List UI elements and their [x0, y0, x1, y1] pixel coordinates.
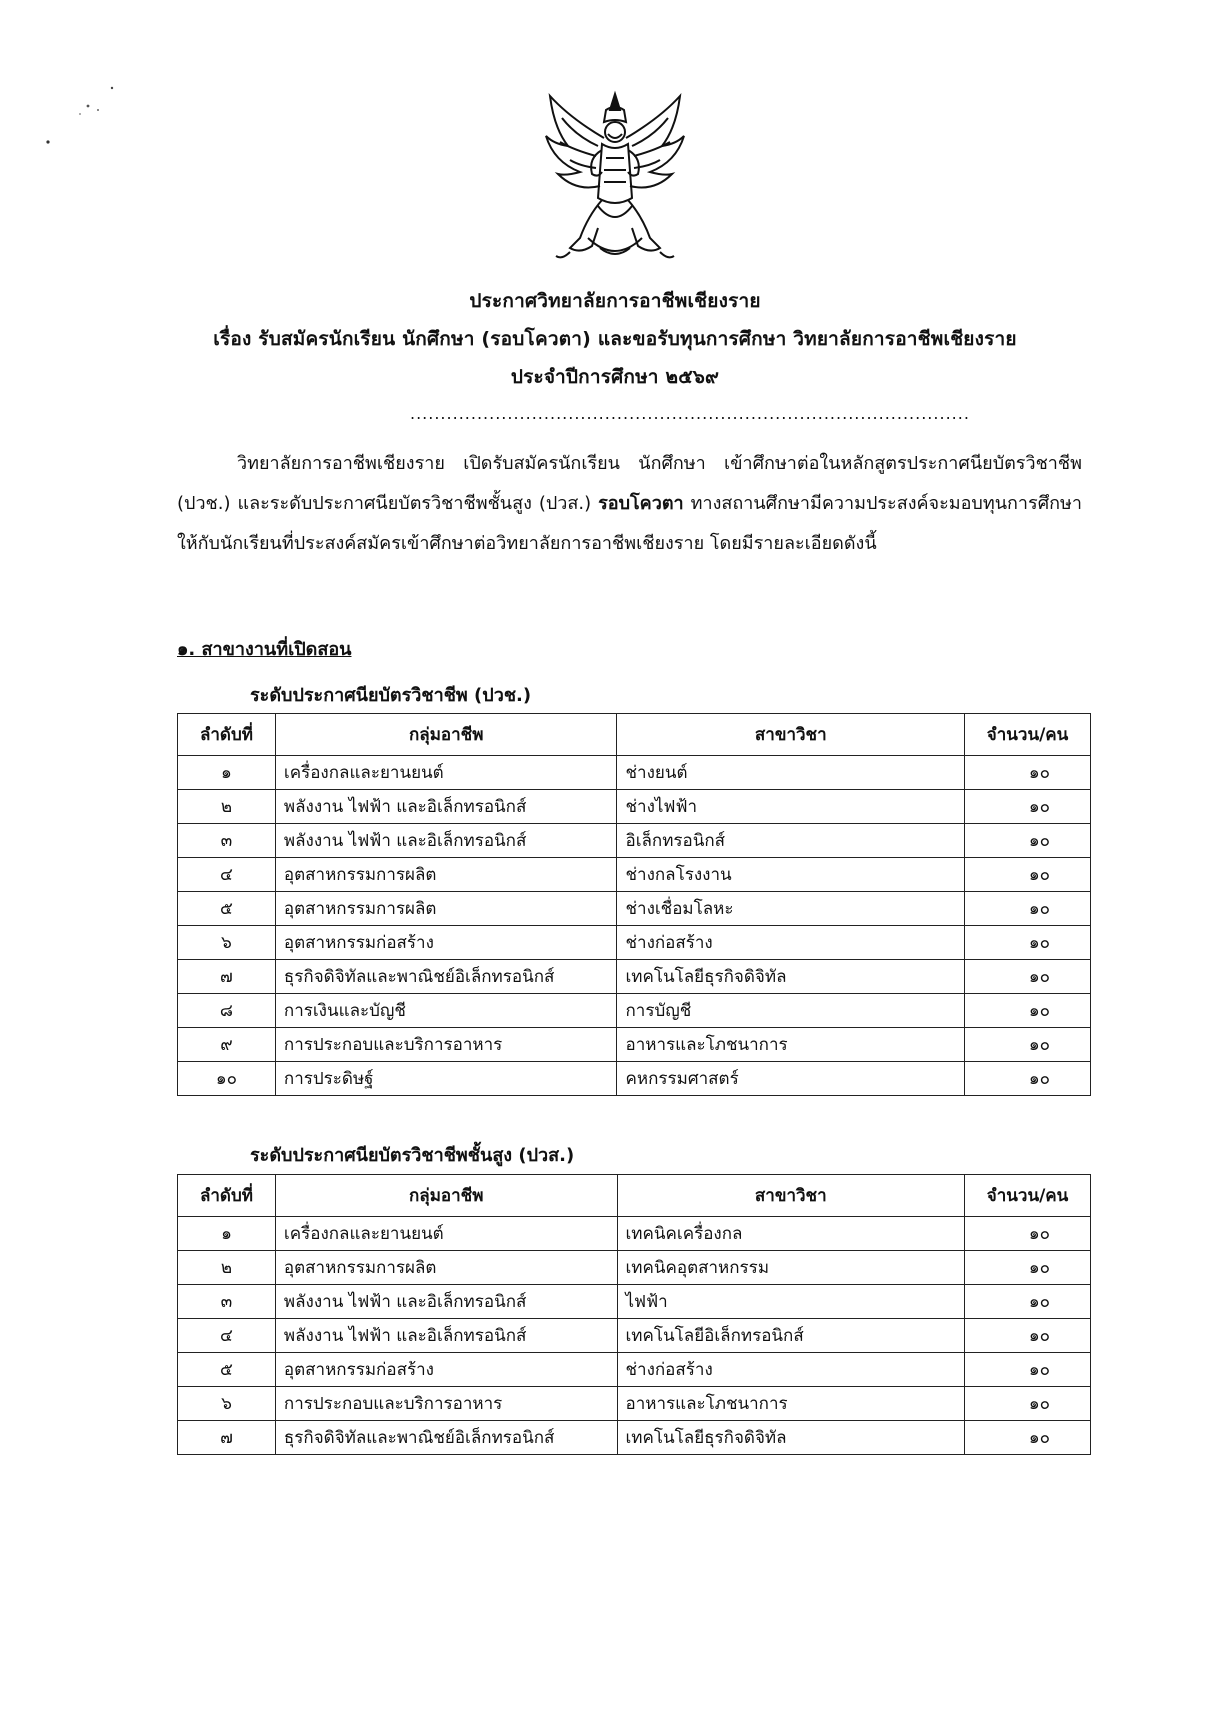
header-no: ลำดับที่	[178, 714, 276, 756]
row-branch: ช่างก่อสร้าง	[617, 926, 965, 960]
table-row	[178, 926, 1091, 960]
table-header-row	[178, 1175, 1091, 1217]
row-number: ๘	[178, 994, 276, 1028]
row-quantity: ๑๐	[965, 1251, 1091, 1285]
table-row	[178, 858, 1091, 892]
row-number: ๗	[178, 1421, 276, 1455]
row-group: อุตสาหกรรมการผลิต	[275, 892, 617, 926]
row-group: อุตสาหกรรมการผลิต	[275, 858, 617, 892]
row-group: ธุรกิจดิจิทัลและพาณิชย์อิเล็กทรอนิกส์	[275, 1421, 617, 1455]
row-branch: การบัญชี	[617, 994, 965, 1028]
row-branch: ช่างไฟฟ้า	[617, 790, 965, 824]
row-quantity: ๑๐	[965, 1062, 1091, 1096]
row-number: ๗	[178, 960, 276, 994]
row-number: ๑	[178, 1217, 276, 1251]
header-qty: จำนวน/คน	[965, 714, 1091, 756]
table-row	[178, 994, 1091, 1028]
row-quantity: ๑๐	[965, 1217, 1091, 1251]
row-number: ๒	[178, 1251, 276, 1285]
row-quantity: ๑๐	[965, 960, 1091, 994]
row-branch: ช่างก่อสร้าง	[617, 1353, 965, 1387]
table-row	[178, 1387, 1091, 1421]
row-quantity: ๑๐	[965, 756, 1091, 790]
pvs-heading: ระดับประกาศนียบัตรวิชาชีพชั้นสูง (ปวส.)	[250, 1145, 575, 1166]
row-group: เครื่องกลและยานยนต์	[275, 756, 617, 790]
row-branch: ช่างยนต์	[617, 756, 965, 790]
row-number: ๕	[178, 892, 276, 926]
row-group: การประกอบและบริการอาหาร	[275, 1387, 617, 1421]
row-group: พลังงาน ไฟฟ้า และอิเล็กทรอนิกส์	[275, 824, 617, 858]
pvc-heading: ระดับประกาศนียบัตรวิชาชีพ (ปวช.)	[250, 685, 532, 706]
announcement-title: ประกาศวิทยาลัยการอาชีพเชียงราย	[469, 290, 761, 312]
table-header-row	[178, 714, 1091, 756]
row-number: ๑๐	[178, 1062, 276, 1096]
row-branch: อาหารและโภชนาการ	[617, 1387, 965, 1421]
row-group: อุตสาหกรรมก่อสร้าง	[275, 926, 617, 960]
row-group: เครื่องกลและยานยนต์	[275, 1217, 617, 1251]
row-group: พลังงาน ไฟฟ้า และอิเล็กทรอนิกส์	[275, 1285, 617, 1319]
table-row	[178, 1285, 1091, 1319]
row-group: อุตสาหกรรมก่อสร้าง	[275, 1353, 617, 1387]
row-quantity: ๑๐	[965, 1387, 1091, 1421]
row-quantity: ๑๐	[965, 892, 1091, 926]
announcement-subject: เรื่อง รับสมัครนักเรียน นักศึกษา (รอบโควตา) และขอรับทุนการศึกษา วิทยาลัยการอาชีพเชียงราย	[213, 328, 1017, 350]
row-quantity: ๑๐	[965, 1028, 1091, 1062]
row-quantity: ๑๐	[965, 1421, 1091, 1455]
pvc-table-body	[178, 756, 1091, 1096]
row-quantity: ๑๐	[965, 1353, 1091, 1387]
row-group: พลังงาน ไฟฟ้า และอิเล็กทรอนิกส์	[275, 790, 617, 824]
header-branch: สาขาวิชา	[617, 714, 965, 756]
header-no: ลำดับที่	[178, 1175, 276, 1217]
row-quantity: ๑๐	[965, 926, 1091, 960]
intro-text-part2: ทางสถานศึกษามีความประสงค์จะมอบทุนการศึกษาให้กับนักเรียนที่ประสงค์สมัครเข้าศึกษาต่อวิทยาลัยการอาชีพเชียงราย โดยมีรายละเอียดดังนี้	[177, 493, 1082, 554]
row-number: ๒	[178, 790, 276, 824]
row-group: การเงินและบัญชี	[275, 994, 617, 1028]
row-branch: คหกรรมศาสตร์	[617, 1062, 965, 1096]
intro-paragraph	[177, 444, 1082, 564]
row-branch: เทคนิคอุตสาหกรรม	[617, 1251, 965, 1285]
table-row	[178, 960, 1091, 994]
row-branch: เทคนิคเครื่องกล	[617, 1217, 965, 1251]
row-number: ๖	[178, 1387, 276, 1421]
row-number: ๙	[178, 1028, 276, 1062]
row-branch: ช่างเชื่อมโลหะ	[617, 892, 965, 926]
row-group: การประกอบและบริการอาหาร	[275, 1028, 617, 1062]
header-qty: จำนวน/คน	[965, 1175, 1091, 1217]
header-branch: สาขาวิชา	[617, 1175, 965, 1217]
row-quantity: ๑๐	[965, 994, 1091, 1028]
table-row	[178, 824, 1091, 858]
row-number: ๓	[178, 1285, 276, 1319]
row-branch: เทคโนโลยีธุรกิจดิจิทัล	[617, 960, 965, 994]
row-number: ๔	[178, 1319, 276, 1353]
separator-dots: ............................................................................................	[410, 404, 970, 423]
intro-text-bold: รอบโควตา	[598, 493, 684, 514]
garuda-emblem-icon	[540, 88, 690, 268]
scan-specks	[40, 80, 160, 160]
pvc-table	[177, 713, 1091, 1096]
row-branch: อิเล็กทรอนิกส์	[617, 824, 965, 858]
row-branch: ไฟฟ้า	[617, 1285, 965, 1319]
header-group: กลุ่มอาชีพ	[275, 714, 617, 756]
row-branch: เทคโนโลยีอิเล็กทรอนิกส์	[617, 1319, 965, 1353]
table-row	[178, 892, 1091, 926]
row-group: ธุรกิจดิจิทัลและพาณิชย์อิเล็กทรอนิกส์	[275, 960, 617, 994]
row-number: ๑	[178, 756, 276, 790]
row-group: อุตสาหกรรมการผลิต	[275, 1251, 617, 1285]
header-group: กลุ่มอาชีพ	[275, 1175, 617, 1217]
table-row	[178, 790, 1091, 824]
table-row	[178, 1251, 1091, 1285]
table-row	[178, 756, 1091, 790]
intro-text-part1: วิทยาลัยการอาชีพเชียงราย เปิดรับสมัครนักเรียน นักศึกษา เข้าศึกษาต่อในหลักสูตรประกาศนียบัตรวิชาชีพ (ปวช.) และระดับประกาศนียบัตรวิชาชีพชั้นสูง (ปวส.)	[177, 453, 1082, 514]
row-branch: ช่างกลโรงงาน	[617, 858, 965, 892]
row-quantity: ๑๐	[965, 790, 1091, 824]
row-number: ๖	[178, 926, 276, 960]
row-group: การประดิษฐ์	[275, 1062, 617, 1096]
table-row	[178, 1217, 1091, 1251]
row-branch: อาหารและโภชนาการ	[617, 1028, 965, 1062]
announcement-year: ประจำปีการศึกษา ๒๕๖๙	[510, 366, 720, 388]
section-heading-programs: ๑. สาขางานที่เปิดสอน	[177, 639, 352, 660]
row-quantity: ๑๐	[965, 824, 1091, 858]
table-row	[178, 1319, 1091, 1353]
row-number: ๓	[178, 824, 276, 858]
table-row	[178, 1028, 1091, 1062]
row-group: พลังงาน ไฟฟ้า และอิเล็กทรอนิกส์	[275, 1319, 617, 1353]
row-quantity: ๑๐	[965, 1285, 1091, 1319]
row-branch: เทคโนโลยีธุรกิจดิจิทัล	[617, 1421, 965, 1455]
announcement-header	[0, 282, 1230, 396]
pvs-table-body	[178, 1217, 1091, 1455]
table-row	[178, 1353, 1091, 1387]
row-number: ๕	[178, 1353, 276, 1387]
row-quantity: ๑๐	[965, 858, 1091, 892]
row-number: ๔	[178, 858, 276, 892]
table-row	[178, 1421, 1091, 1455]
pvs-table	[177, 1174, 1091, 1455]
row-quantity: ๑๐	[965, 1319, 1091, 1353]
table-row	[178, 1062, 1091, 1096]
